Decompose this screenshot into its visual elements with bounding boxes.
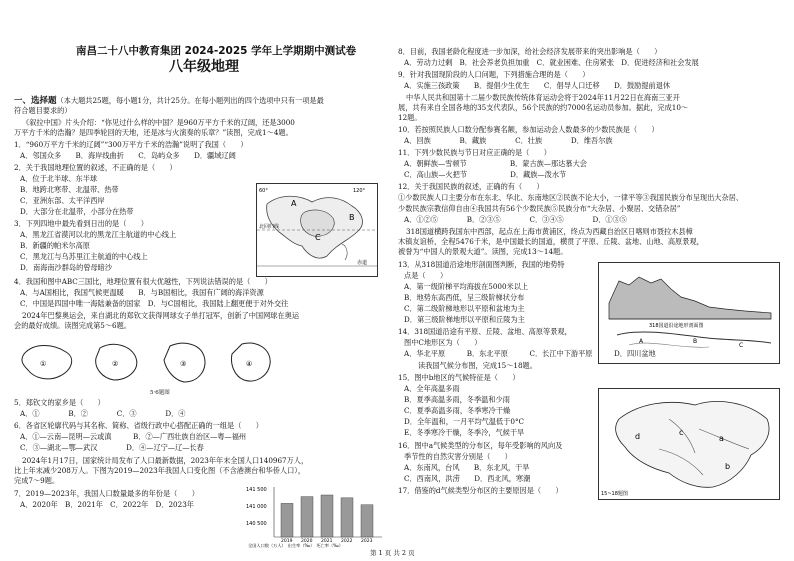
question-11-l1: A．朝鲜族—雪顿节 B．蒙古族—那达慕大会 [404,159,587,168]
passage-3: 2024年1月17日，国家统计局发布了人口最新数据，2023年年末全国人口140967万人， [22,456,309,465]
asia-map [256,183,378,277]
question-8: 8．目前，我国老龄化程度进一步加深，给社会经济发展带来的突出影响是（ ） [398,47,662,56]
pop-xtick: 2023 [361,539,373,544]
climate-caption: 15~18题图 [601,491,628,497]
svg-text:③: ③ [180,360,187,368]
question-15-a: A．全年高温多雨 [404,384,460,393]
pop-bar-2019 [281,503,293,537]
question-16-b: C．西南风，洪涝 D．西北风，寒潮 [404,474,531,483]
question-2: 2．关于我国地理位置的叙述，不正确的是（ ） [14,163,177,172]
question-13: 13．从318国道沿途地形剖面图判断，我国的地势特 [398,260,565,269]
question-9-options: A．实施三孩政策 B．提倡少生优生 C．倡导人口迁移 D．鼓励提前退休 [404,81,671,90]
province-outlines [14,334,304,392]
passage-5b: 木镇友谊桥，全程5476千米，是中国最长的国道，横贯了平原、丘陵、盆地、山地、高原景观， [398,237,704,246]
question-16: 16．图中a气候类型的分布区，每年受影响的风向及 [398,441,563,450]
passage-3b: 比上年末减少208万人。下图为2019—2023年我国人口变化图（不含港澳台和华侨人口）， [14,466,306,475]
map-lon-left: 60° [259,188,268,194]
climate-label-d: d [635,432,641,441]
map-label-c: C [315,233,321,242]
question-5-options: A．① B．② C．③ D．④ [20,409,186,418]
passage-1: 《叙拉中国》片头介绍：“你见过什么样的中国？是960万平方千米的辽阔，还是3000 [22,118,295,127]
question-15-d: D．全年温和，一月平均气温低于0°C [404,417,525,426]
svg-text:A: A [639,338,644,345]
pop-ymin: 140 500 [246,521,267,527]
passage-2b: 会的最好成绩。读图完成第5～6题。 [14,321,131,330]
question-3-c: C．黑龙江与乌苏里江主航道的中心线上 [20,252,148,261]
climate-map [598,388,780,500]
question-15-b: B．夏季高温多雨，冬季温和少雨 [404,395,510,404]
passage-2: 2024年巴黎奥运会，来自湖北的郑钦文获得网球女子单打冠军，创新了中国网球在奥运 [22,311,300,320]
pop-ymid: 141 000 [246,504,267,510]
page-footer: 第 1 页 共 2 页 [370,549,415,557]
question-3-d: D．南海南沙群岛的曾母暗沙 [20,263,113,272]
question-2-a: A．位于北半球、东半球 [20,174,98,183]
pop-ymax: 141 500 [246,487,267,493]
school-title: 南昌二十八中教育集团 2024-2025 学年上学期期中测试卷 [76,45,357,57]
question-1-options: A．邻国众多 B．海岸线曲折 C．岛屿众多 D．疆域辽阔 [20,151,236,160]
question-13-d: D．第三级阶梯地形以平原和丘陵为主 [404,315,525,324]
svg-text:C: C [739,342,744,349]
question-13-stem2: 点是（ ） [404,271,448,280]
question-7: 7．2019—2023年，我国人口数量最多的年份是（ ） [14,489,199,498]
climate-label-c: c [679,428,684,437]
passage-3c: 完成7～9题。 [14,476,60,485]
map-tropic: 北回归线 [259,224,280,230]
passage-4: 中华人民共和国第十二届少数民族传统体育运动会将于2024年11月22日在海南三亚开 [406,93,680,102]
question-6: 6．各省区轮廓代码与其名称、简称、省级行政中心搭配正确的一组是（ ） [14,421,263,430]
map-equator: 赤道 [357,260,368,266]
passage-6: 读我国气候分布图，完成15～18题。 [418,361,537,370]
question-3-b: B．新疆的帕米尔高原 [20,241,90,250]
question-10: 10．若按照民族人口数分配参赛名额，参加运动会人数最多的少数民族是（ ） [398,125,659,134]
question-6-l1: A．①—云南—昆明—云或滇 B．②—广西壮族自治区—粤—福州 [20,432,247,441]
question-4-l1: A．与A国相比，我国气候更温暖 B．与B国相比，我国有广阔的海洋资源 [20,288,264,297]
profile-caption: 318国道沿途地形剖面图 [649,323,704,329]
question-4: 4．我国和图中ABC三国比，地理位置有很大优越性，下列说法错误的是（ ） [14,277,272,286]
passage-4b: 展，共有来自全国各地的35支代表队，56个民族的约7000名运动员参加。据此，完成10～ [398,103,689,112]
question-12-l1: ①少数民族人口主要分布在东北、华北、东南地区②民族不论大小，一律平等③我国民族分布呈现出大杂居、 [398,193,744,202]
pop-xtick: 2022 [341,539,353,544]
question-16-stem2: 季节性的自然灾害分别是（ ） [404,452,512,461]
question-14-options: A．华北平原 B．东北平原 C．长江中下游平原 D．四川盆地 [404,349,656,358]
question-13-c: C．第二级阶梯地形以平原和盆地为主 [404,304,525,313]
pop-bar-2023 [361,505,373,537]
pop-bar-2022 [341,498,353,537]
svg-text:④: ④ [246,360,253,368]
question-2-d: D．大部分在北温带，小部分在热带 [20,207,134,216]
question-2-c: C．亚洲东部、太平洋西岸 [20,196,105,205]
passage-5: 318国道横跨我国东中西部，起点在上海市黄浦区，终点为西藏自治区日喀则市聂拉木县樟 [406,227,693,236]
svg-text:①: ① [40,360,47,368]
question-16-a: A．东南风，台风 B．东北风，干旱 [404,463,530,472]
question-3: 3．下列四地中最先看到日出的是（ ） [14,219,148,228]
question-13-a: A．第一级阶梯平均海拔在5000米以上 [404,282,529,291]
question-1: 1．“960万平方千米的辽阔”“300万平方千米的浩瀚”说明了我国（ ） [14,140,248,149]
question-5: 5．郑钦文的家乡是（ ） [14,398,105,407]
question-9: 9．针对我国现阶段的人口问题，下列措施合理的是（ ） [398,70,590,79]
question-15-e: E．冬季寒冷干燥，冬季冷，气候干旱 [404,428,525,437]
question-15: 15．图中b地区的气候特征是（ ） [398,373,520,382]
climate-label-b: b [725,462,731,471]
question-10-options: A．回族 B．藏族 C．壮族 D．维吾尔族 [404,136,613,145]
svg-text:B: B [693,338,698,345]
question-2-b: B．地跨北寒带、北温带、热带 [20,185,119,194]
question-11-l2: C．高山族—火把节 D．藏族—泼水节 [404,170,567,179]
map-label-a: A [291,199,297,208]
question-17: 17．借鉴的d气候类型分布区的主要原因是（ ） [398,486,563,495]
passage-4c: 12题。 [398,113,422,122]
svg-text:②: ② [112,360,119,368]
question-4-l2: C．中国是四国中唯一海陆兼备的国家 D．与C国相比，我国陆上翻更便于对外交往 [20,299,289,308]
subject-title: 八年级地理 [169,59,239,75]
question-14: 14．318国道沿途有平原、丘陵、盆地、高原等景观， [398,327,572,336]
question-12-l2: 少数民族宗教信仰自由④我国共有56个少数民族⑤民族分布“大杂居、小聚居、交错杂居” [398,204,681,213]
climate-label-a: a [719,434,724,443]
section-intro-2: 符合题目要求的） [14,106,72,115]
question-11: 11．下列少数民族与节日对应正确的是（ ） [398,148,551,157]
section-heading: 一、选择题 [14,96,57,106]
population-chart [246,483,386,549]
pop-xtick: 2021 [321,539,333,544]
question-8-options: A．劳动力过剩 B．社会养老负担加重 C．就业困难、住房紧张 D．促进经济和社会发展 [404,58,699,67]
question-15-c: C．夏季高温多雨，冬季寒冷干燥 [404,406,511,415]
question-14-stem2: 图中C地形区为（ ） [404,338,482,347]
question-7-options: A．2020年 B．2021年 C．2022年 D．2023年 [20,500,194,509]
map-label-b: B [349,213,355,222]
question-12: 12．关于我国民族的叙述，正确的有（ ） [398,182,544,191]
section-intro: （本大题共25题，每小题1分，共计25分。在每小题列出的四个选项中只有一项是最 [56,96,324,105]
pop-caption: 全国人口数（万人） 出生率（‰） 死亡率（‰） [248,543,343,548]
question-12-options: A．①②⑤ B．②③⑤ C．③④⑤ D．①③⑤ [404,215,627,224]
question-13-b: B．地势东高西低，呈三级阶梯状分布 [404,293,525,302]
passage-1b: 万平方千米的浩瀚？是四季轮回的天地，还是冰与火演奏的乐章？”读图，完成1～4题。 [14,128,293,137]
provinces-caption: 5·6题图 [150,390,170,396]
pop-xtick: 2020 [301,539,313,544]
pop-bar-2021 [321,495,333,537]
map-lon-right: 120° [353,188,366,194]
passage-5c: 被誉为“中国人的景观大道”。读图，完成13～14题。 [398,247,568,256]
question-6-l2: C．③—湖北—鄂—武汉 D．④—辽宁—辽—长春 [20,443,204,452]
question-3-a: A．黑龙江省漠河以北的黑龙江主航道的中心线上 [20,230,177,239]
pop-bar-2020 [301,497,313,537]
pop-xtick: 2019 [281,539,293,544]
